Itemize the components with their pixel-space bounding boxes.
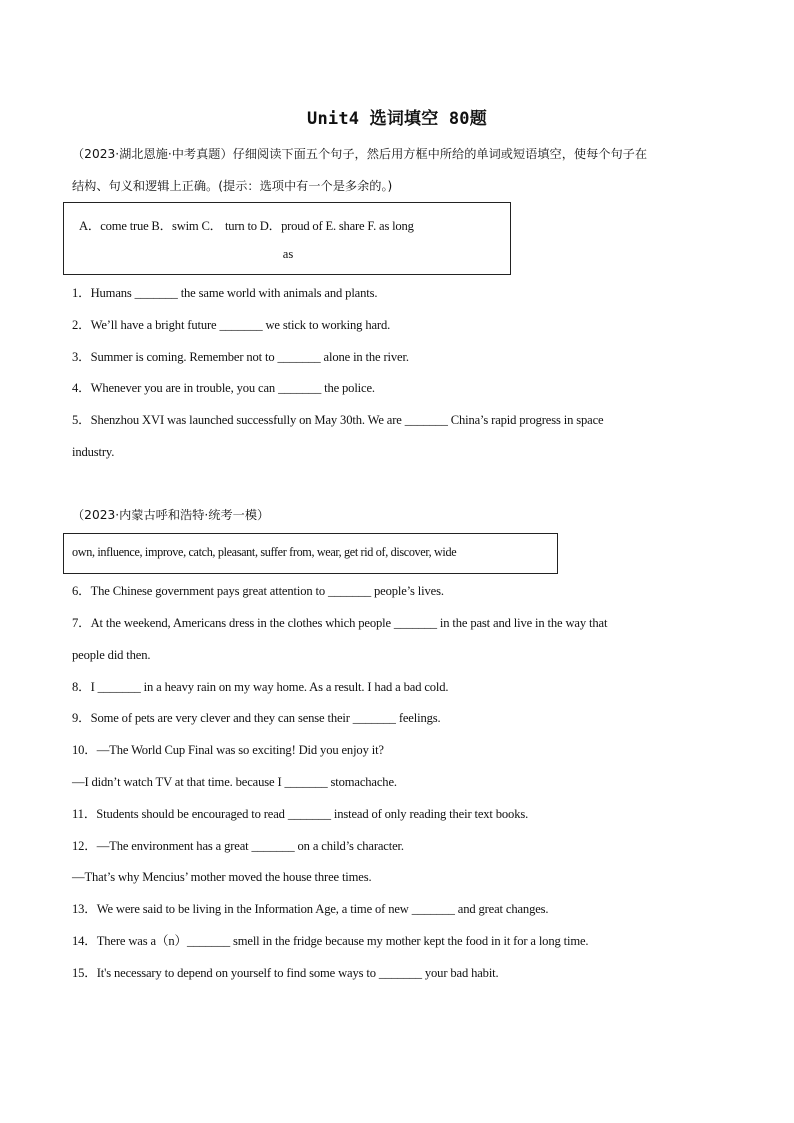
question-1: 1．Humans _______ the same world with animals and plants. <box>72 286 378 300</box>
question-14: 14．There was a（n）_______ smell in the fridge because my mother kept the food in it for a long time. <box>72 934 589 948</box>
question-5: 5．Shenzhou XVI was launched successfully on May 30th. We are _______ China’s rapid progress in space <box>72 413 604 427</box>
word-bank-options-line1: A．come true B．swim C． turn to D．proud of E. share F. as long <box>79 219 414 233</box>
question-10-answer: —I didn’t watch TV at that time. because I _______ stomachache. <box>72 775 397 789</box>
question-6: 6．The Chinese government pays great attention to _______ people’s lives. <box>72 584 444 598</box>
question-15: 15．It's necessary to depend on yourself to find some ways to _______ your bad habit. <box>72 966 499 980</box>
word-bank-box-1 <box>63 202 511 275</box>
section1-intro-line1: （2023·湖北恩施·中考真题）仔细阅读下面五个句子，然后用方框中所给的单词或短语填空，使每个句子在 <box>72 147 648 161</box>
question-7-continued: people did then. <box>72 648 151 662</box>
question-11: 11．Students should be encouraged to read _______ instead of only reading their text books. <box>72 807 529 821</box>
question-12-answer: —That’s why Mencius’ mother moved the house three times. <box>72 870 372 884</box>
word-bank-options-line2: as <box>282 247 294 261</box>
question-7: 7．At the weekend, Americans dress in the clothes which people _______ in the past and live in the way that <box>72 616 608 630</box>
question-3: 3．Summer is coming. Remember not to _______ alone in the river. <box>72 350 409 364</box>
question-10: 10．—The World Cup Final was so exciting! Did you enjoy it? <box>72 743 384 757</box>
question-12: 12．—The environment has a great _______ on a child’s character. <box>72 839 404 853</box>
question-9: 9．Some of pets are very clever and they can sense their _______ feelings. <box>72 711 441 725</box>
question-2: 2．We’ll have a bright future _______ we stick to working hard. <box>72 318 391 332</box>
question-4: 4．Whenever you are in trouble, you can _______ the police. <box>72 381 375 395</box>
question-8: 8．I _______ in a heavy rain on my way home. As a result. I had a bad cold. <box>72 680 449 694</box>
word-bank-box-2 <box>63 533 558 574</box>
page-title: Unit4 选词填空 80题 <box>307 109 487 129</box>
question-5-continued: industry. <box>72 445 115 459</box>
section1-intro-line2: 结构、句义和逻辑上正确。(提示：选项中有一个是多余的。) <box>72 179 393 193</box>
question-13: 13．We were said to be living in the Information Age, a time of new _______ and great changes. <box>72 902 549 916</box>
section2-intro: （2023·内蒙古呼和浩特·统考一模） <box>72 508 270 522</box>
word-bank-options: own, influence, improve, catch, pleasant, suffer from, wear, get rid of, discover, wide <box>72 545 457 559</box>
